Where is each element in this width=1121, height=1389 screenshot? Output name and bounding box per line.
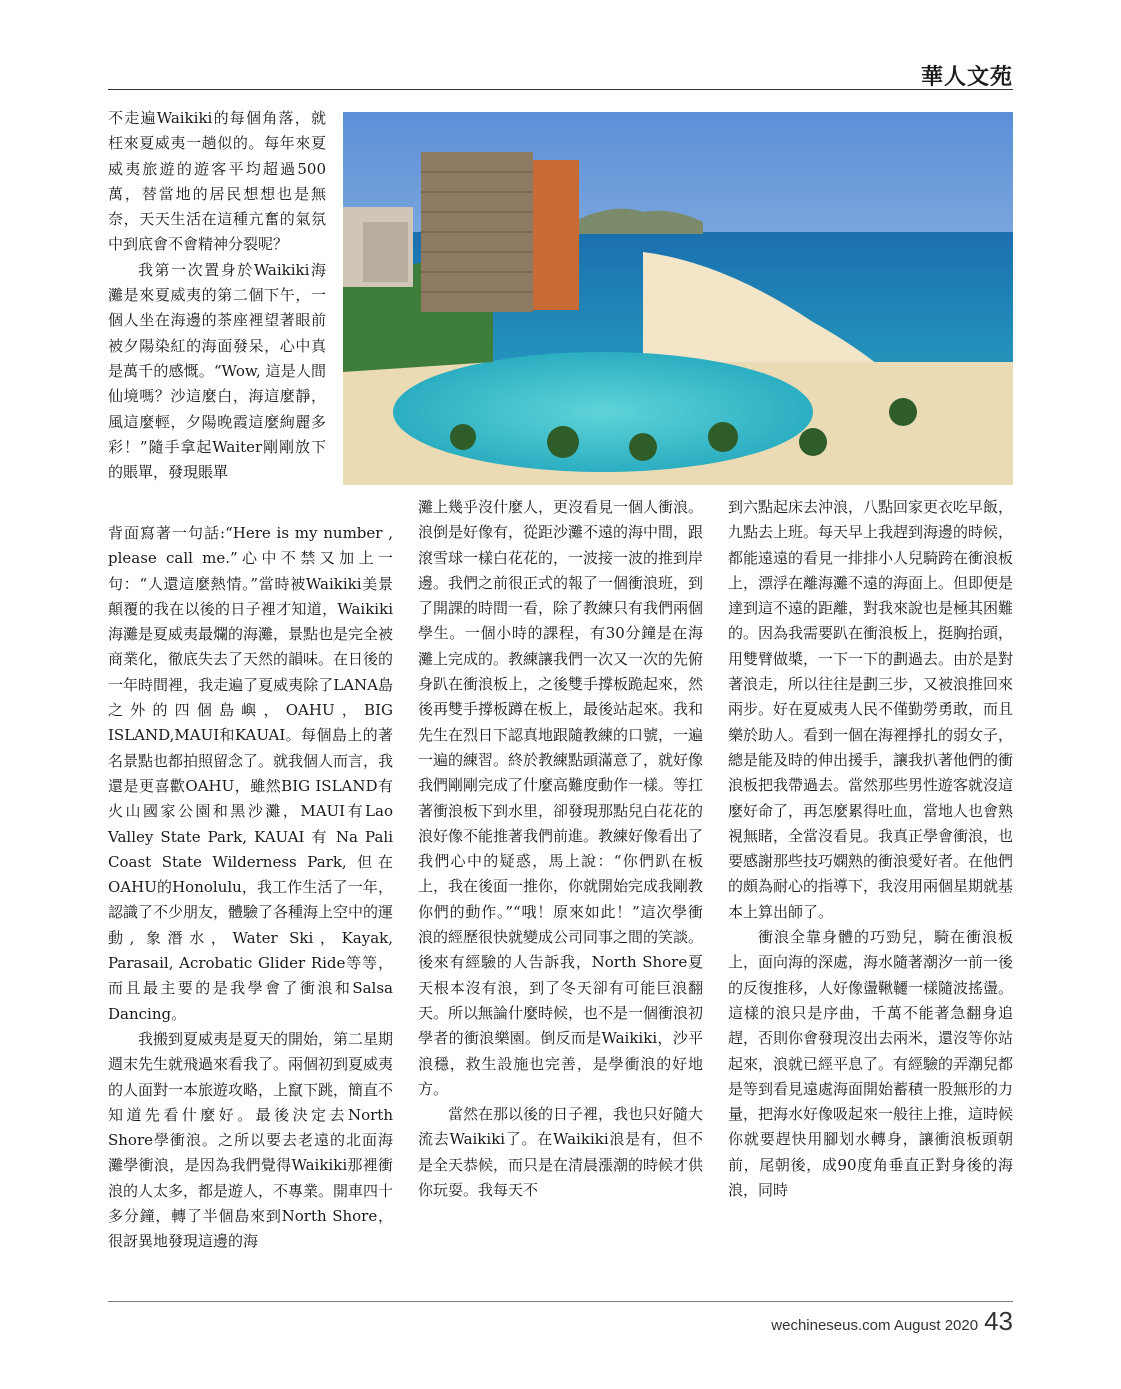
paragraph: 衝浪全靠身體的巧勁兒，騎在衝浪板上，面向海的深處，海水隨著潮汐一前一後的反復推移，人好像盪鞦韆一樣隨波搖盪。這樣的浪只是序曲，千萬不能著急翻身追趕，否則你會發現沒出去兩米，還沒等你站起來，浪就已經平息了。有經驗的弄潮兒都是等到看見遠處海面開始蓄積一股無形的力量，把海水好像吸起來一般往上推，這時候你就要趕快用腳划水轉身，讓衝浪板頭朝前，尾朝後，成90度角垂直正對身後的海浪，同時 <box>728 928 1014 1200</box>
paragraph: 不走遍Waikiki的每個角落，就枉來夏威夷一趟似的。每年來夏威夷旅遊的遊客平均超過500萬，替當地的居民想想也是無奈，天天生活在這種亢奮的氣氛中到底會不會精神分裂呢？ <box>108 109 326 254</box>
paragraph: 背面寫著一句話:“Here is my number , please call me.”心中不禁又加上一句：“人還這麼熱情。”當時被Waikiki美景顛覆的我在以後的日子裡才知道，Waikiki海灘是夏威夷最爛的海灘，景點也是完全被商業化，徹底失去了天然的韻味。在日後的一年時間裡，我走遍了夏威夷除了LANA島之外的四個島嶼，OAHU，BIG ISLAND,MAUI和KAUAI。每個島上的著名景點也都拍照留念了。就我個人而言，我還是更喜歡OAHU，雖然BIG ISLAND有火山國家公園和黑沙灘，MAUI有Lao Valley State Park, KAUAI 有 Na Pali Coast State Wilderness Park, 但在OAHU的Honolulu，我工作生活了一年，認識了不少朋友，體驗了各種海上空中的運動, 象潛水，Water Ski，Kayak, Parasail, Acrobatic Glider Ride等等，而且最主要的是我學會了衝浪和Salsa Dancing。 <box>108 524 394 1023</box>
page-number: 43 <box>984 1306 1013 1336</box>
article-column-3 <box>728 495 1013 1203</box>
article-column-1-top <box>108 106 326 485</box>
paragraph: 到六點起床去沖浪，八點回家更衣吃早飯，九點去上班。每天早上我趕到海邊的時候，都能遠遠的看見一排排小人兒騎跨在衝浪板上，漂浮在離海灘不遠的海面上。但即便是達到這不遠的距離，對我來說也是極其困難的。因為我需要趴在衝浪板上，挺胸抬頭，用雙臂做槳，一下一下的劃過去。由於是對著浪走，所以往往是劃三步，又被浪推回來兩步。好在夏威夷人民不僅勤勞勇敢，而且樂於助人。看到一個在海裡掙扎的弱女子，總是能及時的伸出援手，讓我扒著他們的衝浪板把我帶過去。當然那些男性遊客就沒這麼好命了，再怎麼累得吐血，當地人也會熟視無睹，全當沒看見。我真正學會衝浪，也要感謝那些技巧嫻熟的衝浪愛好者。在他們的頗為耐心的指導下，我沒用兩個星期就基本上算出師了。 <box>728 498 1014 921</box>
header-divider <box>108 89 1013 90</box>
article-column-1-bottom <box>108 521 393 1255</box>
footer-divider <box>108 1301 1013 1302</box>
footer <box>771 1306 1013 1337</box>
paragraph: 當然在那以後的日子裡，我也只好隨大流去Waikiki了。在Waikiki浪是有，但不是全天恭候，而只是在清晨漲潮的時候才供你玩耍。我每天不 <box>418 1105 704 1200</box>
paragraph: 灘上幾乎沒什麼人，更沒看見一個人衝浪。浪倒是好像有，從距沙灘不遠的海中間，跟滾雪球一樣白花花的，一波接一波的推到岸邊。我們之前很正式的報了一個衝浪班，到了開課的時間一看，除了教練只有我們兩個學生。一個小時的課程，有30分鐘是在海灘上完成的。教練讓我們一次又一次的先俯身趴在衝浪板上，之後雙手撐板跪起來，然後再雙手撐板蹲在板上，最後站起來。我和先生在烈日下認真地跟隨教練的口號，一遍一遍的練習。終於教練點頭滿意了，就好像我們剛剛完成了什麼高難度動作一樣。等扛著衝浪板下到水里，卻發現那點兒白花花的浪好像不能推著我們前進。教練好像看出了我們心中的疑惑，馬上說：“你們趴在板上，我在後面一推你，你就開始完成我剛教你們的動作。”“哦！原來如此！”這次學衝浪的經歷很快就變成公司同事之間的笑談。後來有經驗的人告訴我，North Shore夏天根本沒有浪，到了冬天卻有可能巨浪翻天。所以無論什麼時候，也不是一個衝浪初學者的衝浪樂園。倒反而是Waikiki，沙平浪穩，救生設施也完善，是學衝浪的好地方。 <box>418 498 704 1098</box>
waikiki-beach-photo <box>343 112 1013 485</box>
paragraph: 我搬到夏威夷是夏天的開始，第二星期週末先生就飛過來看我了。兩個初到夏威夷的人面對一本旅遊攻略，上竄下跳，簡直不知道先看什麼好。最後決定去North Shore學衝浪。之所以要去老遠的北面海灘學衝浪，是因為我們覺得Waikiki那裡衝浪的人太多，都是遊人，不專業。開車四十多分鐘，轉了半個島來到North Shore，很訝異地發現這邊的海 <box>108 1029 394 1251</box>
article-column-2 <box>418 495 703 1203</box>
site-and-date: wechineseus.com August 2020 <box>771 1317 979 1334</box>
section-title: 華人文苑 <box>920 64 1013 90</box>
paragraph: 我第一次置身於Waikiki海灘是來夏威夷的第二個下午，一個人坐在海邊的茶座裡望著眼前被夕陽染紅的海面發呆，心中真是萬千的感慨。“Wow, 這是人間仙境嗎？沙這麼白，海這麼靜，風這麼輕，夕陽晚霞這麼絢麗多彩！”隨手拿起Waiter剛剛放下的賬單，發現賬單 <box>108 260 326 482</box>
